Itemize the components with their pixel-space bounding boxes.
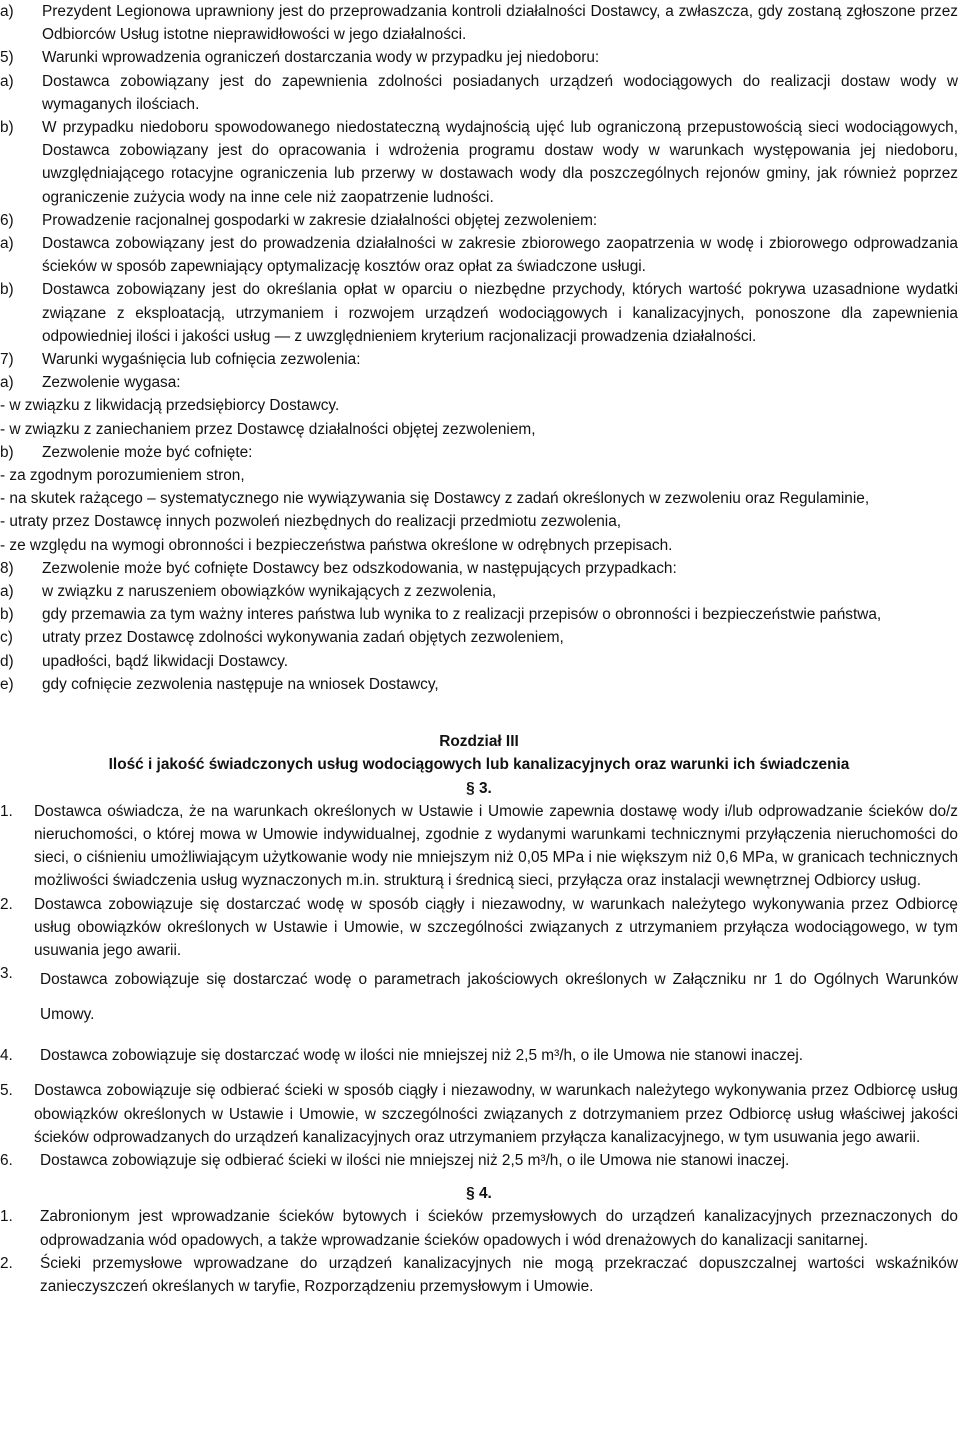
item-text: utraty przez Dostawcę zdolności wykonywania zadań objętych zezwoleniem, [42,629,564,647]
item-label: a) [0,583,14,601]
list-item [0,70,958,116]
item-label: b) [0,443,14,461]
list-item [0,46,958,69]
item-text: W przypadku niedoboru spowodowanego niedostateczną wydajnością ujęć lub ograniczoną przepustowością sieci wodociągowych, Dostawca zobowiązany jest do opracowania i wdrożenia programu dostaw wody w warunkach występowania jej niedoboru, uwzględniającego rotacyjne ograniczenia lub przerwy w dostawach wody dla poszczególnych rejonów gminy, jak również poprzez ograniczenie zużycia wody na inne cele niż zaopatrzenie ludności. [42,119,958,206]
list-item [0,1252,958,1298]
item-text: Prowadzenie racjonalnej gospodarki w zakresie działalności objętej zezwoleniem: [42,211,598,229]
item-label: 2. [0,895,13,913]
list-item [0,893,958,963]
dash-item: - w związku z zaniechaniem przez Dostawcę działalności objętej zezwoleniem, [0,420,536,438]
list-block-2 [0,441,958,464]
item-label: 1. [0,802,13,820]
item-text: Dostawca zobowiązuje się odbierać ścieki w ilości nie mniejszej niż 2,5 m³/h, o ile Umowa nie stanowi inaczej. [40,1151,790,1169]
dash-item: - na skutek rażącego – systematycznego nie wywiązywania się Dostawcy z zadań określonych w zezwoleniu oraz Regulaminie, [0,490,870,508]
item-label: b) [0,281,14,299]
dash-block-2 [0,464,958,557]
item-text: Zezwolenie wygasa: [42,374,181,392]
item-label: a) [0,235,14,253]
item-text: Dostawca zobowiązuje się dostarczać wodę w ilości nie mniejszej niż 2,5 m³/h, o ile Umowa nie stanowi inaczej. [40,1047,804,1065]
dash-item: - ze względu na wymogi obronności i bezpieczeństwa państwa określone w odrębnych przepisach. [0,536,673,554]
list-item [0,962,958,1032]
list-item [0,278,958,348]
item-label: 6. [0,1151,13,1169]
list-item [0,232,958,278]
list-item [0,800,958,893]
list-item [0,1044,958,1067]
item-text: Warunki wygaśnięcia lub cofnięcia zezwolenia: [42,351,361,369]
item-text: Zabronionym jest wprowadzanie ścieków bytowych i ścieków przemysłowych do urządzeń kanalizacyjnych przeznaczonych do odprowadzania wód opadowych, a także wprowadzanie ścieków opadowych i wód drenażowych do kanalizacji sanitarnej. [40,1208,958,1249]
item-label: 7) [0,351,14,369]
item-text: w związku z naruszeniem obowiązków wynikających z zezwolenia, [42,583,497,601]
item-label: 4. [0,1047,13,1065]
item-text: Dostawca zobowiązuje się dostarczać wodę o parametrach jakościowych określonych w Załączniku nr 1 do Ogólnych Warunków Umowy. [40,971,958,1024]
item-text: Ścieki przemysłowe wprowadzane do urządzeń kanalizacyjnych nie mogą przekraczać dopuszczalnej wartości wskaźników zanieczyszczeń określanych w taryfie, Rozporządzeniu przemysłowym i Umowie. [40,1254,958,1295]
item-label: b) [0,606,14,624]
item-text: Dostawca zobowiązany jest do zapewnienia zdolności posiadanych urządzeń wodociągowych do realizacji dostaw wody w wymaganych ilościach. [42,72,958,113]
item-text: Warunki wprowadzenia ograniczeń dostarczania wody w przypadku jej niedoboru: [42,49,600,67]
section-3-list [0,800,958,1172]
item-label: 3. [0,965,13,983]
item-text: Zezwolenie może być cofnięte: [42,443,253,461]
item-label: b) [0,119,14,137]
dash-item: - utraty przez Dostawcę innych pozwoleń niezbędnych do realizacji przedmiotu zezwolenia, [0,513,622,531]
chapter-title: Rozdział III [439,733,519,751]
list-item [0,650,958,673]
list-item [0,626,958,649]
dash-item: - w związku z likwidacją przedsiębiorcy Dostawcy. [0,397,340,415]
list-block-1 [0,0,958,394]
list-item [0,348,958,371]
item-label: d) [0,652,14,670]
section-heading-4: § 4. [466,1185,492,1203]
list-block-3 [0,557,958,696]
list-item [0,209,958,232]
item-text: Zezwolenie może być cofnięte Dostawcy bez odszkodowania, w następujących przypadkach: [42,559,677,577]
item-text: gdy przemawia za tym ważny interes państwa lub wynika to z realizacji przepisów o obronności i bezpieczeństwie państwa, [42,606,882,624]
section-heading-3: § 3. [466,779,492,797]
item-text: Dostawca oświadcza, że na warunkach określonych w Ustawie i Umowie zapewnia dostawę wody i/lub odprowadzanie ścieków do/z nieruchomości, o której mowa w Umowie indywidualnej, zgodnie z wydanymi warunkami technicznymi przyłączenia nieruchomości do sieci, o ciśnieniu umożliwiającym użytkowanie wody nie mniejszym niż 0,05 MPa i nie większym niż 0,6 MPa, w granicach technicznych możliwości świadczenia usług wyznaczonych m.in. strukturą i średnicą sieci, przyłącza oraz instalacji wewnętrznej Odbiorcy usług. [34,802,958,890]
spacer [0,696,958,730]
item-label: a) [0,374,14,392]
item-text: Prezydent Legionowa uprawniony jest do przeprowadzania kontroli działalności Dostawcy, a zwłaszcza, gdy zostaną zgłoszone przez Odbiorców Usług istotne nieprawidłowości w jego działalności. [42,3,958,44]
item-label: a) [0,3,14,20]
item-text: Dostawca zobowiązany jest do prowadzenia działalności w zakresie zbiorowego zaopatrzenia w wodę i zbiorowego odprowadzania ścieków w sposób zapewniający optymalizację kosztów oraz opłat za świadczone usługi. [42,235,958,276]
item-label: a) [0,72,14,90]
item-label: 6) [0,211,14,229]
item-text: Dostawca zobowiązuje się dostarczać wodę w sposób ciągły i niezawodny, w warunkach należytego wykonywania przez Odbiorcę usług obowiązków określonych w Ustawie i Umowie, w szczególności związanych z utrzymaniem przyłącza wodociągowego, w tym usuwania jego awarii. [34,895,958,959]
item-label: 5. [0,1082,13,1100]
item-text: upadłości, bądź likwidacji Dostawcy. [42,652,289,670]
item-label: e) [0,675,14,693]
dash-block-1 [0,394,958,440]
item-label: 2. [0,1254,13,1272]
list-item [0,557,958,580]
item-label: 8) [0,559,14,577]
list-item [0,371,958,394]
list-item [0,116,958,209]
item-label: 5) [0,49,14,67]
chapter-subtitle: Ilość i jakość świadczonych usług wodociągowych lub kanalizacyjnych oraz warunki ich świadczenia [108,756,850,774]
list-item [0,441,958,464]
list-item [0,603,958,626]
item-text: gdy cofnięcie zezwolenia następuje na wniosek Dostawcy, [42,675,439,693]
dash-item: - za zgodnym porozumieniem stron, [0,467,245,485]
item-label: 1. [0,1208,13,1226]
list-item [0,580,958,603]
item-text: Dostawca zobowiązany jest do określania opłat w oparciu o niezbędne przychody, których wartość pokrywa uzasadnione wydatki związane z eksploatacją, utrzymaniem i rozwojem urządzeń wodociągowych i kanalizacyjnych, ponoszone dla zapewnienia odpowiedniej ilości i jakości usług — z uwzględnieniem kryterium racjonalizacji prowadzenia działalności. [42,281,958,345]
list-item [0,673,958,696]
item-text: Dostawca zobowiązuje się odbierać ścieki w sposób ciągły i niezawodny, w warunkach należytego wykonywania przez Odbiorcę usług obowiązków określonych w Ustawie i Umowie, w szczególności związanych z dotrzymaniem przez Odbiorcę usług właściwej jakości ścieków odprowadzanych do urządzeń kanalizacyjnych oraz utrzymaniem przyłącza kanalizacyjnego, w tym usuwania jego awarii. [34,1082,958,1146]
item-label: c) [0,629,13,647]
list-item [0,1205,958,1251]
list-item [0,1149,958,1172]
list-item [0,1079,958,1149]
list-item [0,0,958,46]
spacer [0,1172,958,1182]
section-4-list [0,1205,958,1298]
